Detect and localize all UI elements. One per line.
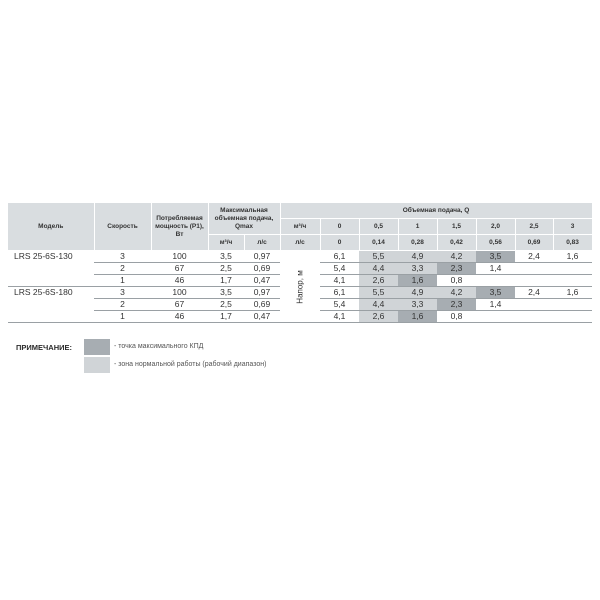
head-value: 2,3 bbox=[437, 263, 476, 275]
legend-title: ПРИМЕЧАНИЕ: bbox=[16, 343, 73, 352]
head-value: 0,8 bbox=[437, 311, 476, 323]
head-value: 0,8 bbox=[437, 275, 476, 287]
head-value: 6,1 bbox=[320, 287, 359, 299]
head-value bbox=[553, 275, 592, 287]
head-value bbox=[553, 263, 592, 275]
head-value: 3,5 bbox=[476, 251, 515, 263]
head-value: 4,9 bbox=[398, 287, 437, 299]
qmax-m3h-cell: 3,5 bbox=[208, 251, 244, 263]
model-name bbox=[8, 275, 94, 287]
head-value: 5,4 bbox=[320, 299, 359, 311]
header-power: Потребляемая мощность (P1), Вт bbox=[151, 203, 208, 251]
speed-cell: 3 bbox=[94, 287, 151, 299]
qmax-m3h-cell: 2,5 bbox=[208, 263, 244, 275]
model-name: LRS 25-6S-130 bbox=[14, 251, 73, 262]
table-header bbox=[8, 203, 592, 251]
head-value: 4,1 bbox=[320, 311, 359, 323]
speed-cell: 3 bbox=[94, 251, 151, 263]
head-value: 6,1 bbox=[320, 251, 359, 263]
speed-cell: 2 bbox=[94, 263, 151, 275]
power-cell: 67 bbox=[151, 299, 208, 311]
model-name bbox=[8, 263, 94, 275]
speed-cell: 2 bbox=[94, 299, 151, 311]
head-value: 2,4 bbox=[515, 287, 553, 299]
legend-label-max-efficiency: - точка максимального КПД bbox=[114, 343, 204, 350]
head-value: 3,5 bbox=[476, 287, 515, 299]
model-name bbox=[8, 311, 94, 323]
header-flow-ls-5: 0,69 bbox=[515, 235, 553, 251]
qmax-ls-cell: 0,47 bbox=[244, 311, 280, 323]
header-flow-ls-6: 0,83 bbox=[553, 235, 592, 251]
qmax-m3h-cell: 3,5 bbox=[208, 287, 244, 299]
model-name: LRS 25-6S-180 bbox=[14, 287, 73, 298]
qmax-ls-cell: 0,69 bbox=[244, 263, 280, 275]
performance-table bbox=[8, 203, 593, 323]
head-value: 2,4 bbox=[515, 251, 553, 263]
head-value bbox=[515, 263, 553, 275]
head-value: 3,3 bbox=[398, 299, 437, 311]
head-value: 1,4 bbox=[476, 299, 515, 311]
head-value: 2,6 bbox=[359, 275, 398, 287]
head-value: 4,1 bbox=[320, 275, 359, 287]
head-value: 1,6 bbox=[553, 251, 592, 263]
head-value: 1,6 bbox=[398, 311, 437, 323]
head-value: 1,6 bbox=[553, 287, 592, 299]
qmax-ls-cell: 0,69 bbox=[244, 299, 280, 311]
head-value: 1,4 bbox=[476, 263, 515, 275]
head-value bbox=[553, 299, 592, 311]
head-value: 2,6 bbox=[359, 311, 398, 323]
table-body bbox=[8, 251, 592, 323]
legend bbox=[16, 339, 316, 379]
header-flow-ls-4: 0,56 bbox=[476, 235, 515, 251]
header-flow-ls-2: 0,28 bbox=[398, 235, 437, 251]
head-value: 4,4 bbox=[359, 263, 398, 275]
legend-swatch-max-efficiency bbox=[84, 339, 110, 355]
head-value: 5,4 bbox=[320, 263, 359, 275]
qmax-ls-cell: 0,97 bbox=[244, 251, 280, 263]
head-value: 5,5 bbox=[359, 251, 398, 263]
power-cell: 46 bbox=[151, 275, 208, 287]
head-axis-label: Напор, м bbox=[295, 269, 305, 304]
speed-cell: 1 bbox=[94, 311, 151, 323]
header-unit-m3h: м³/ч bbox=[208, 235, 244, 251]
head-value bbox=[476, 275, 515, 287]
power-cell: 100 bbox=[151, 251, 208, 263]
head-value: 1,6 bbox=[398, 275, 437, 287]
header-unit-ls: л/с bbox=[244, 235, 280, 251]
head-value: 3,3 bbox=[398, 263, 437, 275]
power-cell: 67 bbox=[151, 263, 208, 275]
head-value: 4,9 bbox=[398, 251, 437, 263]
table-row bbox=[8, 251, 592, 263]
legend-label-working-range: - зона нормальной работы (рабочий диапазон) bbox=[114, 361, 267, 368]
model-name bbox=[8, 299, 94, 311]
header-unit-ls-flow: л/с bbox=[280, 235, 320, 251]
head-value bbox=[515, 311, 553, 323]
header-flow: Объемная подача, Q bbox=[280, 203, 592, 219]
header-flow-m3h-1: 0,5 bbox=[359, 219, 398, 235]
head-value: 4,2 bbox=[437, 251, 476, 263]
head-value bbox=[553, 311, 592, 323]
head-value bbox=[515, 275, 553, 287]
power-cell: 46 bbox=[151, 311, 208, 323]
header-unit-m3h-flow: м³/ч bbox=[280, 219, 320, 235]
head-value: 2,3 bbox=[437, 299, 476, 311]
speed-cell: 1 bbox=[94, 275, 151, 287]
header-flow-ls-3: 0,42 bbox=[437, 235, 476, 251]
header-flow-m3h-0: 0 bbox=[320, 219, 359, 235]
header-flow-ls-0: 0 bbox=[320, 235, 359, 251]
header-speed: Скорость bbox=[94, 203, 151, 251]
power-cell: 100 bbox=[151, 287, 208, 299]
header-max-flow: Максимальная объемная подача, Qmax bbox=[208, 203, 280, 235]
qmax-ls-cell: 0,47 bbox=[244, 275, 280, 287]
legend-swatch-working-range bbox=[84, 357, 110, 373]
head-value: 4,2 bbox=[437, 287, 476, 299]
head-value bbox=[476, 311, 515, 323]
head-value bbox=[515, 299, 553, 311]
header-flow-m3h-3: 1,5 bbox=[437, 219, 476, 235]
qmax-m3h-cell: 1,7 bbox=[208, 275, 244, 287]
head-value: 4,4 bbox=[359, 299, 398, 311]
qmax-m3h-cell: 2,5 bbox=[208, 299, 244, 311]
qmax-m3h-cell: 1,7 bbox=[208, 311, 244, 323]
header-flow-m3h-6: 3 bbox=[553, 219, 592, 235]
header-flow-ls-1: 0,14 bbox=[359, 235, 398, 251]
qmax-ls-cell: 0,97 bbox=[244, 287, 280, 299]
performance-table-wrap bbox=[8, 203, 592, 323]
head-axis-cell bbox=[280, 251, 320, 323]
header-model: Модель bbox=[8, 203, 94, 251]
header-flow-m3h-2: 1 bbox=[398, 219, 437, 235]
header-flow-m3h-4: 2,0 bbox=[476, 219, 515, 235]
header-flow-m3h-5: 2,5 bbox=[515, 219, 553, 235]
head-value: 5,5 bbox=[359, 287, 398, 299]
